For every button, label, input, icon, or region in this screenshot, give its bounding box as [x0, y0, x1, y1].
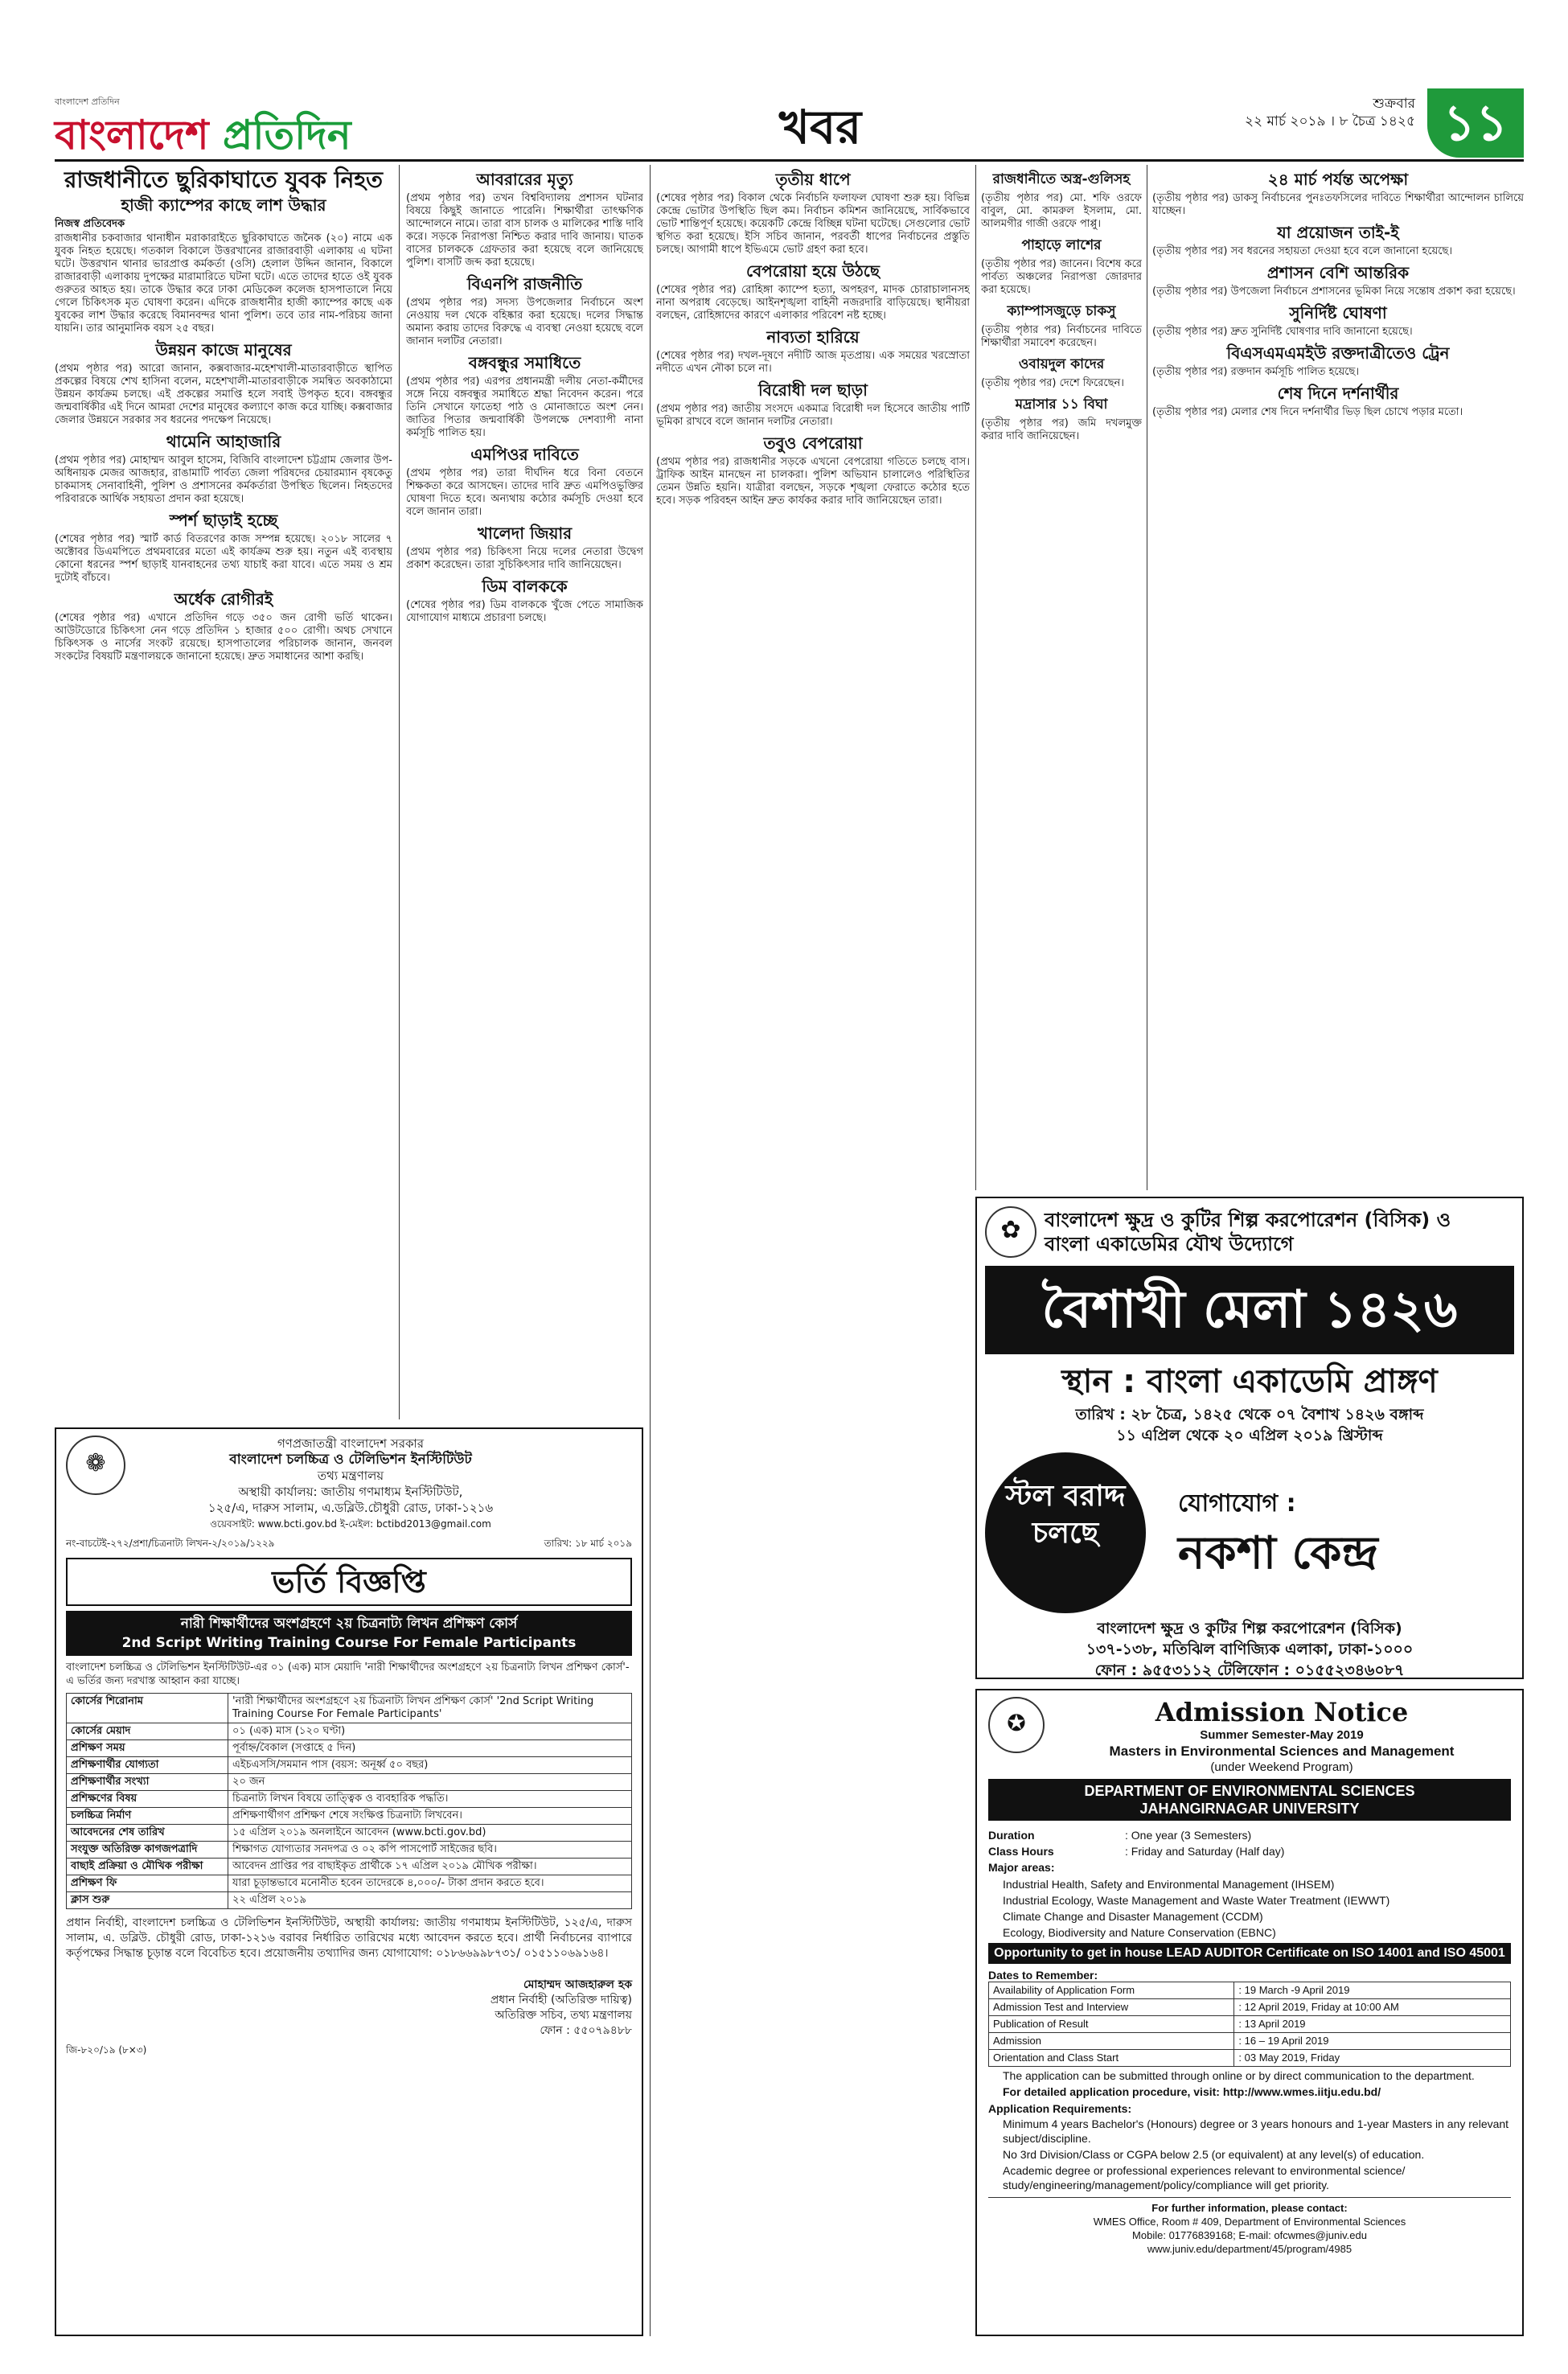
contact-block — [988, 2197, 1511, 2256]
logo-text — [55, 112, 473, 158]
ad-org: বাংলাদেশ ক্ষুদ্র ও কুটির শিল্প করপোরেশন (বিসিক) ও — [1045, 1209, 1451, 1231]
signer-title: প্রধান নির্বাহী (অতিরিক্ত দায়িত্ব) — [490, 1994, 632, 2006]
story-body: (তৃতীয় পৃষ্ঠার পর) দেশে ফিরেছেন। — [981, 377, 1124, 389]
headline: ২৪ মার্চ পর্যন্ত অপেক্ষা — [1267, 170, 1409, 189]
govt-web: ওয়েবসাইট: www.bcti.gov.bd ই-মেইল: bctibd2013@gmail.com — [210, 1518, 491, 1530]
contact-name: নকশা কেন্দ্র — [1178, 1526, 1378, 1579]
admission-semester: Summer Semester-May 2019 — [1200, 1728, 1364, 1742]
story-body: (তৃতীয় পৃষ্ঠার পর) রক্তদান কর্মসূচি পালিত হয়েছে। — [1152, 366, 1360, 378]
duration-value: : One year (3 Semesters) — [1125, 1829, 1252, 1842]
headline: উন্নয়ন কাজে মানুষের — [155, 340, 292, 359]
logo-tagline: বাংলাদেশ প্রতিদিন — [55, 97, 120, 107]
major-item: Climate Change and Disaster Management (CCDM) — [1003, 1910, 1263, 1923]
row-key: প্রশিক্ষণ সময় — [67, 1740, 228, 1757]
date-item: Availability of Application Form — [989, 1982, 1234, 1999]
govt-addr2: ১২৫/এ, দারুস সালাম, এ.ডব্লিউ.চৌধুরী রোড, ঢাকা-১২১৬ — [207, 1501, 494, 1515]
govt-ad — [55, 1427, 643, 2336]
table-row — [67, 1723, 632, 1740]
requirement-item: Academic degree or professional experiences relevant to environmental science/ study/engineering/management/policy/compliance will get priority. — [1003, 2164, 1406, 2191]
headline: বঙ্গবন্ধুর সমাধিতে — [468, 353, 581, 372]
admission-ad — [975, 1689, 1524, 2336]
headline: এমপিওর দাবিতে — [470, 445, 579, 464]
headline: খালেদা জিয়ার — [477, 524, 573, 543]
row-value: ২২ এপ্রিল ২০১৯ — [228, 1892, 632, 1909]
story-body: (তৃতীয় পৃষ্ঠার পর) ডাকসু নির্বাচনের পুনঃতফসিলের দাবিতে শিক্ষার্থীরা আন্দোলন চালিয়ে যাচ্ছেন। — [1152, 192, 1524, 217]
table-row — [989, 2050, 1511, 2067]
headline: রাজধানীতে ছুরিকাঘাতে যুবক নিহত — [64, 166, 384, 193]
headline: পাহাড়ে লাশের — [1021, 237, 1102, 253]
row-value: প্রশিক্ষণার্থীগণ প্রশিক্ষণ শেষে সংক্ষিপ্ত চিত্রনাট্য লিখবেন। — [228, 1808, 632, 1825]
university-seal-icon: ✪ — [988, 1697, 1045, 1753]
table-row — [67, 1892, 632, 1909]
signer-extra: অতিরিক্ত সচিব, তথ্য মন্ত্রণালয় — [495, 2009, 632, 2022]
course-table — [66, 1693, 632, 1909]
table-row — [67, 1757, 632, 1774]
class-hours-label: Class Hours — [988, 1845, 1054, 1858]
table-row — [67, 1694, 632, 1723]
contact-label: যোগাযোগ : — [1178, 1489, 1296, 1518]
opportunity-banner: Opportunity to get in house LEAD AUDITOR Certificate on ISO 14001 and ISO 45001 — [988, 1943, 1511, 1964]
ad-date1: তারিখ : ২৮ চৈত্র, ১৪২৫ থেকে ০৭ বৈশাখ ১৪২৬ বঙ্গাব্দ — [1075, 1406, 1424, 1423]
date-item: Admission Test and Interview — [989, 1999, 1234, 2016]
date-value: : 03 May 2019, Friday — [1234, 2050, 1511, 2067]
logo-part1: বাংলাদেশ — [55, 112, 209, 158]
headline: বিএসএমএমইউ রক্তদাত্রীতেও ট্রেন — [1226, 343, 1450, 363]
story-body: (শেষের পৃষ্ঠার পর) এখানে প্রতিদিন গড়ে ৩৫০ জন রোগী ভর্তি থাকেন। আউটডোরে চিকিৎসা নেন গড়ে প্রতিদিন ১ হাজার ৫০০ রোগী। অথচ সেখানে চিকিৎসক ও নার্সের সংকট রয়েছে। হাসপাতালের পরিচালক জানান, জনবল সংকটের বিষয়টি মন্ত্রণালয়কে জানানো হয়েছে। দ্রুত সমাধানের আশা করছি। — [55, 612, 392, 663]
govt-addr1: অস্থায়ী কার্যালয়: জাতীয় গণমাধ্যম ইনস্টিটিউট, — [238, 1485, 463, 1499]
table-row — [67, 1740, 632, 1757]
row-value: যারা চূড়ান্তভাবে মনোনীত হবেন তাদেরকে ৪,০০০/- টাকা প্রদান করতে হবে। — [228, 1875, 632, 1892]
table-row — [67, 1825, 632, 1842]
headline: তৃতীয় ধাপে — [775, 170, 851, 189]
date-item: Publication of Result — [989, 2016, 1234, 2033]
weekday: শুক্রবার — [1373, 96, 1415, 112]
row-value: ২০ জন — [228, 1774, 632, 1791]
table-row — [67, 1808, 632, 1825]
story-body: (তৃতীয় পৃষ্ঠার পর) মেলার শেষ দিনে দর্শনার্থীর ভিড় ছিল চোখে পড়ার মতো। — [1152, 406, 1463, 418]
govt-head3: তথ্য মন্ত্রণালয় — [317, 1468, 384, 1483]
contact-line: Mobile: 01776839168; E-mail: ofcwmes@juniv.edu — [1132, 2229, 1367, 2241]
requirements-label: Application Requirements: — [988, 2102, 1132, 2115]
row-value: আবেদন প্রাপ্তির পর বাছাইকৃত প্রার্থীকে ১৭ এপ্রিল ২০১৯ মৌখিক পরীক্ষা। — [228, 1859, 632, 1875]
ad-footer2: ১৩৭-১৩৮, মতিঝিল বাণিজ্যিক এলাকা, ঢাকা-১০০০ — [1086, 1641, 1414, 1658]
headline: বেপরোয়া হয়ে উঠছে — [746, 261, 880, 281]
headline: তবুও বেপরোয়া — [763, 433, 863, 453]
ad-footer1: বাংলাদেশ ক্ষুদ্র ও কুটির শিল্প করপোরেশন (বিসিক) — [1097, 1620, 1402, 1637]
dates-label: Dates to Remember: — [988, 1969, 1098, 1982]
table-row — [67, 1875, 632, 1892]
headline: স্পর্শ ছাড়াই হচ্ছে — [169, 511, 278, 530]
headline: ওবায়দুল কাদের — [1018, 356, 1105, 372]
row-key: আবেদনের শেষ তারিখ — [67, 1825, 228, 1842]
headline: আবরারের মৃত্যু — [476, 170, 573, 189]
story-body: (প্রথম পৃষ্ঠার পর) আরো জানান, কক্সবাজার-মহেশখালী-মাতারবাড়ীতে স্থাপিত প্রকল্পের বিষয়ে শেখ হাসিনা বলেন, মহেশখালী-মাতারবাড়ীকে সমন্বিত অবকাঠামো উন্নয়ন কার্যক্রম চলছে। এই প্রকল্পের সমাপ্তি হলে সবাই উপকৃত হবে। বঙ্গবন্ধুর জন্মবার্ষিকীর এই দিনে আমরা দেশের মানুষের কল্যাণে কাজ করে যাচ্ছি। কক্সবাজার জেলার উন্নয়নে সরকার সব ধরনের পদক্ষেপ নিয়েছে। — [55, 363, 392, 426]
table-row — [67, 1791, 632, 1808]
table-row — [989, 2016, 1511, 2033]
table-row — [989, 2033, 1511, 2050]
row-key: সংযুক্ত অতিরিক্ত কাগজপত্রাদি — [67, 1842, 228, 1859]
admission-title: Admission Notice — [1155, 1697, 1409, 1727]
story-body: (প্রথম পৃষ্ঠার পর) এরপর প্রধানমন্ত্রী দলীয় নেতা-কর্মীদের সঙ্গে নিয়ে বঙ্গবন্ধুর সমাধিতে শ্রদ্ধা নিবেদন করেন। পরে তিনি সেখানে ফাতেহা পাঠ ও মোনাজাতে অংশ নেন। জাতির পিতার জন্মবার্ষিকী উপলক্ষে দেশব্যাপী নানা কর্মসূচি পালিত হয়। — [406, 376, 643, 439]
stall-badge: স্টল বরাদ্দ চলছে — [985, 1452, 1146, 1613]
table-row — [989, 1982, 1511, 1999]
story-body: (প্রথম পৃষ্ঠার পর) চিকিৎসা নিয়ে দলের নেতারা উদ্বেগ প্রকাশ করেছেন। তারা সুচিকিৎসার দাবি জানিয়েছেন। — [406, 546, 643, 571]
header-date — [1214, 95, 1415, 130]
column-3 — [656, 165, 970, 2336]
major-item: Industrial Ecology, Waste Management and Waste Water Treatment (IEWWT) — [1003, 1894, 1390, 1907]
signer-phone: ফোন : ৫৫০৭৯৪৮৮ — [540, 2024, 632, 2037]
row-value: এইচএসসি/সমমান পাস (বয়স: অনূর্ধ্ব ৫০ বছর) — [228, 1757, 632, 1774]
row-value: 'নারী শিক্ষার্থীদের অংশগ্রহণে ২য় চিত্রনাট্য লিখন প্রশিক্ষণ কোর্স' '2nd Script Writing Training Course For Female Participants' — [228, 1694, 632, 1723]
column-divider — [650, 165, 651, 2336]
row-value: চিত্রনাট্য লিখন বিষয়ে তাত্ত্বিক ও ব্যবহারিক পদ্ধতি। — [228, 1791, 632, 1808]
ad-title: বৈশাখী মেলা ১৪২৬ — [985, 1266, 1514, 1354]
contact-line: www.juniv.edu/department/45/program/4985 — [1147, 2243, 1353, 2255]
headline: সুনির্দিষ্ট ঘোষণা — [1289, 303, 1387, 322]
story-body: (প্রথম পৃষ্ঠার পর) তারা দীর্ঘদিন ধরে বিনা বেতনে শিক্ষকতা করে আসছেন। তাদের দাবি দ্রুত এমপিওভুক্তির ঘোষণা দিতে হবে। অন্যথায় কঠোর কর্মসূচি দেওয়া হবে বলে জানান তারা। — [406, 467, 643, 518]
byline: নিজস্ব প্রতিবেদক — [55, 218, 125, 230]
contact-line: WMES Office, Room # 409, Department of Environmental Sciences — [1093, 2216, 1406, 2228]
headline: শেষ দিনে দর্শনার্থীর — [1277, 384, 1399, 403]
memo-number: নং-বাচটেই-২৭২/প্রশা/চিত্রনাট্য লিখন-২/২০১৯/১২২৯ — [66, 1538, 275, 1549]
row-value: শিক্ষাগত যোগ্যতার সনদপত্র ও ০২ কপি পাসপোর্ট সাইজের ছবি। — [228, 1842, 632, 1859]
row-key: ক্লাস শুরু — [67, 1892, 228, 1909]
class-hours-value: : Friday and Saturday (Half day) — [1125, 1845, 1285, 1858]
table-row — [67, 1859, 632, 1875]
logo-part2: প্রতিদিন — [222, 112, 351, 158]
story-body: (তৃতীয় পৃষ্ঠার পর) দ্রুত সুনির্দিষ্ট ঘোষণার দাবি জানানো হয়েছে। — [1152, 326, 1413, 338]
course-en: 2nd Script Writing Training Course For Female Participants — [121, 1635, 577, 1651]
date-value: : 16 – 19 April 2019 — [1234, 2033, 1511, 2050]
dept-name: DEPARTMENT OF ENVIRONMENTAL SCIENCES — [1084, 1783, 1415, 1799]
requirement-item: No 3rd Division/Class or CGPA below 2.5 (or equivalent) at any level(s) of education. — [1003, 2148, 1425, 2161]
headline: যা প্রয়োজন তাই-ই — [1277, 223, 1399, 242]
govt-head2: বাংলাদেশ চলচ্চিত্র ও টেলিভিশন ইনস্টিটিউট — [229, 1452, 472, 1468]
headline: মদ্রাসার ১১ বিঘা — [1015, 396, 1108, 413]
banner-title: ভর্তি বিজ্ঞপ্তি — [66, 1558, 632, 1606]
headline: নাব্যতা হারিয়ে — [766, 327, 860, 347]
story-body: (শেষের পৃষ্ঠার পর) ডিম বালককে খুঁজে পেতে সামাজিক যোগাযোগ মাধ্যমে প্রচারণা চলছে। — [406, 599, 643, 624]
date-value: : 12 April 2019, Friday at 10:00 AM — [1234, 1999, 1511, 2016]
story-body: (তৃতীয় পৃষ্ঠার পর) সব ধরনের সহায়তা দেওয়া হবে বলে জানানো হয়েছে। — [1152, 245, 1452, 257]
story-body: (তৃতীয় পৃষ্ঠার পর) জমি দখলমুক্ত করার দাবি জানিয়েছেন। — [981, 417, 1142, 442]
govt-seal-icon: ❁ — [66, 1435, 125, 1495]
story-body: (শেষের পৃষ্ঠার পর) দখল-দূষণে নদীটি আজ মৃতপ্রায়। এক সময়ের খরস্রোতা নদীতে এখন নৌকা চলে না। — [656, 350, 970, 375]
story-body: (প্রথম পৃষ্ঠার পর) তখন বিশ্ববিদ্যালয় প্রশাসন ঘটনার বিষয়ে কিছুই জানাতে পারেনি। শিক্ষার্থীরা তাৎক্ষণিক আন্দোলনে নামে। তারা বাস চালক ও মালিকের শাস্তি দাবি করে। সড়কে নিরাপত্তা নিশ্চিত করার দাবি জানায়। ঘাতক বাসের চালককে গ্রেফতার করা হয়েছে বলে জানিয়েছে পুলিশ। বাসটি জব্দ করা হয়েছে। — [406, 192, 643, 269]
univ-name: JAHANGIRNAGAR UNIVERSITY — [1139, 1801, 1360, 1817]
date-value: : 13 April 2019 — [1234, 2016, 1511, 2033]
major-item: Industrial Health, Safety and Environmental Management (IHSEM) — [1003, 1878, 1335, 1891]
ad-date2: ১১ এপ্রিল থেকে ২০ এপ্রিল ২০১৯ খ্রিস্টাব্দ — [1116, 1427, 1383, 1444]
date-item: Admission — [989, 2033, 1234, 2050]
ad-closing: প্রধান নির্বাহী, বাংলাদেশ চলচ্চিত্র ও টেলিভিশন ইনস্টিটিউট, অস্থায়ী কার্যালয়: জাতীয় গণমাধ্যম ইনস্টিটিউট, ১২৫/এ, দারুস সালাম, এ. ডব্লিউ. চৌধুরী রোড, ঢাকা-১২১৬ বরাবর নির্ধারিত তারিখের মধ্যে আবেদন করতে হবে। প্রার্থী নির্বাচনের ব্যাপারে কর্তৃপক্ষের সিদ্ধান্ত চূড়ান্ত বলে বিবেচিত হবে। প্রয়োজনীয় তথ্যাদির জন্য যোগাযোগ: ০১৮৬৬৯৯৮৭৩১/ ০১৫১১০৬৯১৬৪। — [66, 1916, 632, 1960]
row-value: ০১ (এক) মাস (১২০ ঘণ্টা) — [228, 1723, 632, 1740]
story-body: (তৃতীয় পৃষ্ঠার পর) মো. শফি ওরফে বাবুল, মো. কামরুল ইসলাম, মো. আলমগীর গাজী ওরফে পাপ্পু। — [981, 192, 1142, 230]
masthead-logo — [55, 95, 473, 159]
row-key: কোর্সের শিরোনাম — [67, 1694, 228, 1723]
row-key: প্রশিক্ষণ ফি — [67, 1875, 228, 1892]
story-body: (শেষের পৃষ্ঠার পর) স্মার্ট কার্ড বিতরণের কাজ সম্পন্ন হয়েছে। ২০১৮ সালের ৭ অক্টোবর ডিএমপিতে প্রথমবারের মতো এই কার্যক্রম শুরু হয়। নতুন এই ব্যবস্থায় কোনো ধরনের স্পর্শ ছাড়াই যানবাহনের তথ্য যাচাই করা যাবে। এতে সময় ও শ্রম দুটোই বাঁচবে। — [55, 533, 392, 584]
dept-banner — [988, 1779, 1511, 1821]
signature-block — [66, 1978, 632, 2039]
duration-label: Duration — [988, 1829, 1035, 1842]
row-key: চলচ্চিত্র নির্মাণ — [67, 1808, 228, 1825]
row-key: প্রশিক্ষণার্থীর যোগ্যতা — [67, 1757, 228, 1774]
course-bn: নারী শিক্ষার্থীদের অংশগ্রহণে ২য় চিত্রনাট্য লিখন প্রশিক্ষণ কোর্স — [180, 1616, 518, 1632]
row-key: প্রশিক্ষণার্থীর সংখ্যা — [67, 1774, 228, 1791]
masthead-rule — [55, 159, 1524, 162]
memo-date: তারিখ: ১৮ মার্চ ২০১৯ — [544, 1538, 632, 1549]
headline: থামেনি আহাজারি — [166, 432, 281, 451]
story-body: (তৃতীয় পৃষ্ঠার পর) নির্বাচনের দাবিতে শিক্ষার্থীরা সমাবেশ করেছেন। — [981, 324, 1142, 349]
column-2 — [406, 165, 643, 1419]
note: The application can be submitted through online or by direct communication to the department. — [1003, 2069, 1475, 2082]
program-info — [988, 1827, 1511, 1940]
story-body: (তৃতীয় পৃষ্ঠার পর) জানেন। বিশেষ করে পার্বত্য অঞ্চলের নিরাপত্তা জোরদার করা হয়েছে। — [981, 258, 1142, 296]
headline: অর্ধেক রোগীরই — [174, 589, 273, 609]
story-body: (শেষের পৃষ্ঠার পর) রোহিঙ্গা ক্যাম্পে হত্যা, অপহরণ, মাদক চোরাচালানসহ নানা অপরাধ বেড়েছে। আইনশৃঙ্খলা বাহিনী নজরদারি বাড়িয়েছে। স্থানীয়রা বলছেন, রোহিঙ্গাদের কারণে এলাকার পরিবেশ নষ্ট হচ্ছে। — [656, 284, 970, 322]
row-key: কোর্সের মেয়াদ — [67, 1723, 228, 1740]
row-key: প্রশিক্ষণের বিষয় — [67, 1791, 228, 1808]
dates-table — [988, 1982, 1511, 2067]
row-value: ১৫ এপ্রিল ২০১৯ অনলাইনে আবেদন (www.bcti.gov.bd) — [228, 1825, 632, 1842]
note: For detailed application procedure, visit: http://www.wmes.iitju.edu.bd/ — [1003, 2085, 1381, 2098]
column-4 — [981, 165, 1142, 1186]
row-value: পূর্বাহ্ন/বৈকাল (সপ্তাহে ৫ দিন) — [228, 1740, 632, 1757]
story-body: (প্রথম পৃষ্ঠার পর) জাতীয় সংসদে একমাত্র বিরোধী দল হিসেবে জাতীয় পার্টি ভূমিকা রাখবে বলে জানান দলটির নেতারা। — [656, 403, 970, 428]
column-divider — [975, 165, 976, 1190]
table-row — [67, 1774, 632, 1791]
ad-venue: স্থান : বাংলা একাডেমি প্রাঙ্গণ — [1061, 1363, 1438, 1400]
headline: রাজধানীতে অস্ত্র-গুলিসহ — [992, 171, 1131, 187]
headline: ডিম বালককে — [482, 577, 568, 596]
column-1 — [55, 165, 392, 1419]
ad-header — [985, 1206, 1514, 1258]
course-banner — [66, 1611, 632, 1656]
ad-org2: বাংলা একাডেমির যৌথ উদ্যোগে — [1045, 1233, 1294, 1255]
column-5 — [1152, 165, 1524, 1186]
story-body: (প্রথম পৃষ্ঠার পর) সদস্য উপজেলার নির্বাচনে অংশ নেওয়ায় দল থেকে বহিষ্কার করা হয়েছে। দলের সিদ্ধান্ত অমান্য করায় তাদের বিরুদ্ধে এ ব্যবস্থা নেওয়া হয়েছে বলে জানান দলটির নেতারা। — [406, 297, 643, 347]
headline: ক্যাম্পাসজুড়ে চাকসু — [1007, 303, 1116, 319]
headline: বিএনপি রাজনীতি — [466, 274, 583, 294]
requirement-item: Minimum 4 years Bachelor's (Honours) degree or 3 years honours and 1-year Masters in any relevant subject/discipline. — [1003, 2117, 1509, 2145]
story-body: (প্রথম পৃষ্ঠার পর) মোহাম্মদ আবুল হাসেম, বিজিবি বাংলাদেশ চট্টগ্রাম জেলার উপ-অধিনায়ক মেজর আজহার, রাঙামাটি পার্বত্য জেলা পরিষদের চেয়ারম্যান বৃষকেতু চাকমাসহ সেনাবাহিনী, পুলিশ ও প্রশাসনের কর্মকর্তারা উপস্থিত ছিলেন। নিহতদের পরিবারকে আর্থিক সহায়তা প্রদান করা হয়েছে। — [55, 454, 392, 505]
row-key: বাছাই প্রক্রিয়া ও মৌখিক পরীক্ষা — [67, 1859, 228, 1875]
story-body: রাজধানীর চকবাজার থানাধীন মরাকারাইতে ছুরিকাঘাতে জনৈক (২০) নামে এক যুবক নিহত হয়েছে। গতকাল বিকালে উত্তরখানের রাজারবাড়ী এলাকায় এ ঘটনা ঘটে। উত্তরখান থানার ভারপ্রাপ্ত কর্মকর্তা (ওসি) হেলাল উদ্দিন জানান, বিকালে রাজারবাড়ী এলাকায় দুপক্ষের মারামারিতে ঘটনা ঘটে। এতে তাদের হাতে ওই যুবক গুরুতর আহত হয়। তাকে উদ্ধার করে ঢাকা মেডিকেল কলেজ হাসপাতালে নিয়ে গেলে চিকিৎসক মৃত ঘোষণা করেন। এদিকে রাজধানীর হাজী ক্যাম্পের কাছে এক যুবকের লাশ উদ্ধার করেছে বিমানবন্দর থানা পুলিশ। তবে তার নাম-পরিচয় জানা যায়নি। তার আনুমানিক বয়স ২৫ বছর। — [55, 232, 392, 335]
page-number-badge: ১১ — [1427, 88, 1524, 158]
admission-program: Masters in Environmental Sciences and Management — [1109, 1744, 1455, 1759]
ad-ref: জি-৮২০/১৯ (৮×৩) — [66, 2044, 147, 2056]
story-body: (শেষের পৃষ্ঠার পর) বিকাল থেকে নির্বাচনি ফলাফল ঘোষণা শুরু হয়। বিভিন্ন কেন্দ্রে ভোটার উপস্থিতি ছিল কম। নির্বাচন কমিশন জানিয়েছে, সার্বিকভাবে ভোট শান্তিপূর্ণ হয়েছে। কয়েকটি কেন্দ্রে বিচ্ছিন্ন ঘটনা ঘটেছে। সেগুলোর ভোট স্থগিত করা হয়েছে। ইসি সচিব জানান, পরবর্তী ধাপের নির্বাচনের প্রস্তুতি চলছে। আগামী ধাপে ইভিএমে ভোট গ্রহণ করা হবে। — [656, 192, 970, 256]
date-item: Orientation and Class Start — [989, 2050, 1234, 2067]
table-row — [989, 1999, 1511, 2016]
majors-label: Major areas: — [988, 1861, 1055, 1874]
headline: প্রশাসন বেশি আন্তরিক — [1266, 263, 1410, 282]
govt-head1: গণপ্রজাতন্ত্রী বাংলাদেশ সরকার — [277, 1436, 425, 1451]
bscic-ad — [975, 1197, 1524, 1679]
story-body: (তৃতীয় পৃষ্ঠার পর) উপজেলা নির্বাচনে প্রশাসনের ভূমিকা নিয়ে সন্তোষ প্রকাশ করা হয়েছে। — [1152, 285, 1516, 298]
admission-weekend: (under Weekend Program) — [1210, 1760, 1353, 1774]
bscic-seal-icon: ✿ — [985, 1206, 1036, 1258]
signer-name: মোহাম্মদ আজহারুল হক — [523, 1978, 632, 1991]
table-row — [67, 1842, 632, 1859]
column-divider — [399, 165, 400, 1419]
major-item: Ecology, Biodiversity and Nature Conservation (EBNC) — [1003, 1926, 1276, 1939]
date: ২২ মার্চ ২০১৯ । ৮ চৈত্র ১৪২৫ — [1244, 113, 1415, 129]
headline: বিরোধী দল ছাড়া — [758, 380, 868, 400]
contact-head: For further information, please contact: — [1151, 2202, 1348, 2214]
section-title: খবর — [778, 100, 862, 154]
ad-intro: বাংলাদেশ চলচ্চিত্র ও টেলিভিশন ইনস্টিটিউট-এর ০১ (এক) মাস মেয়াদি 'নারী শিক্ষার্থীদের অংশগ্রহণে ২য় চিত্রনাট্য লিখন প্রশিক্ষণ কোর্স'-এ ভর্তির জন্য দরখাস্ত আহ্বান করা যাচ্ছে। — [66, 1661, 630, 1687]
ad-footer3: ফোন : ৯৫৫৩১১২ টেলিফোন : ০১৫৫২৩৪৬০৮৭ — [1094, 1661, 1405, 1679]
subheadline: হাজী ক্যাম্পের কাছে লাশ উদ্ধার — [121, 195, 326, 215]
story-body: (প্রথম পৃষ্ঠার পর) রাজধানীর সড়কে এখনো বেপরোয়া গতিতে চলছে বাস। ট্রাফিক আইন মানছেন না চালকরা। পুলিশ অভিযান চালালেও পরিস্থিতির তেমন উন্নতি হয়নি। যাত্রীরা বলছেন, সড়কে শৃঙ্খলা ফেরাতে কঠোর হতে হবে। সড়ক পরিবহন আইন দ্রুত কার্যকর করার দাবি জানিয়েছেন তারা। — [656, 456, 970, 507]
date-value: : 19 March -9 April 2019 — [1234, 1982, 1511, 1999]
